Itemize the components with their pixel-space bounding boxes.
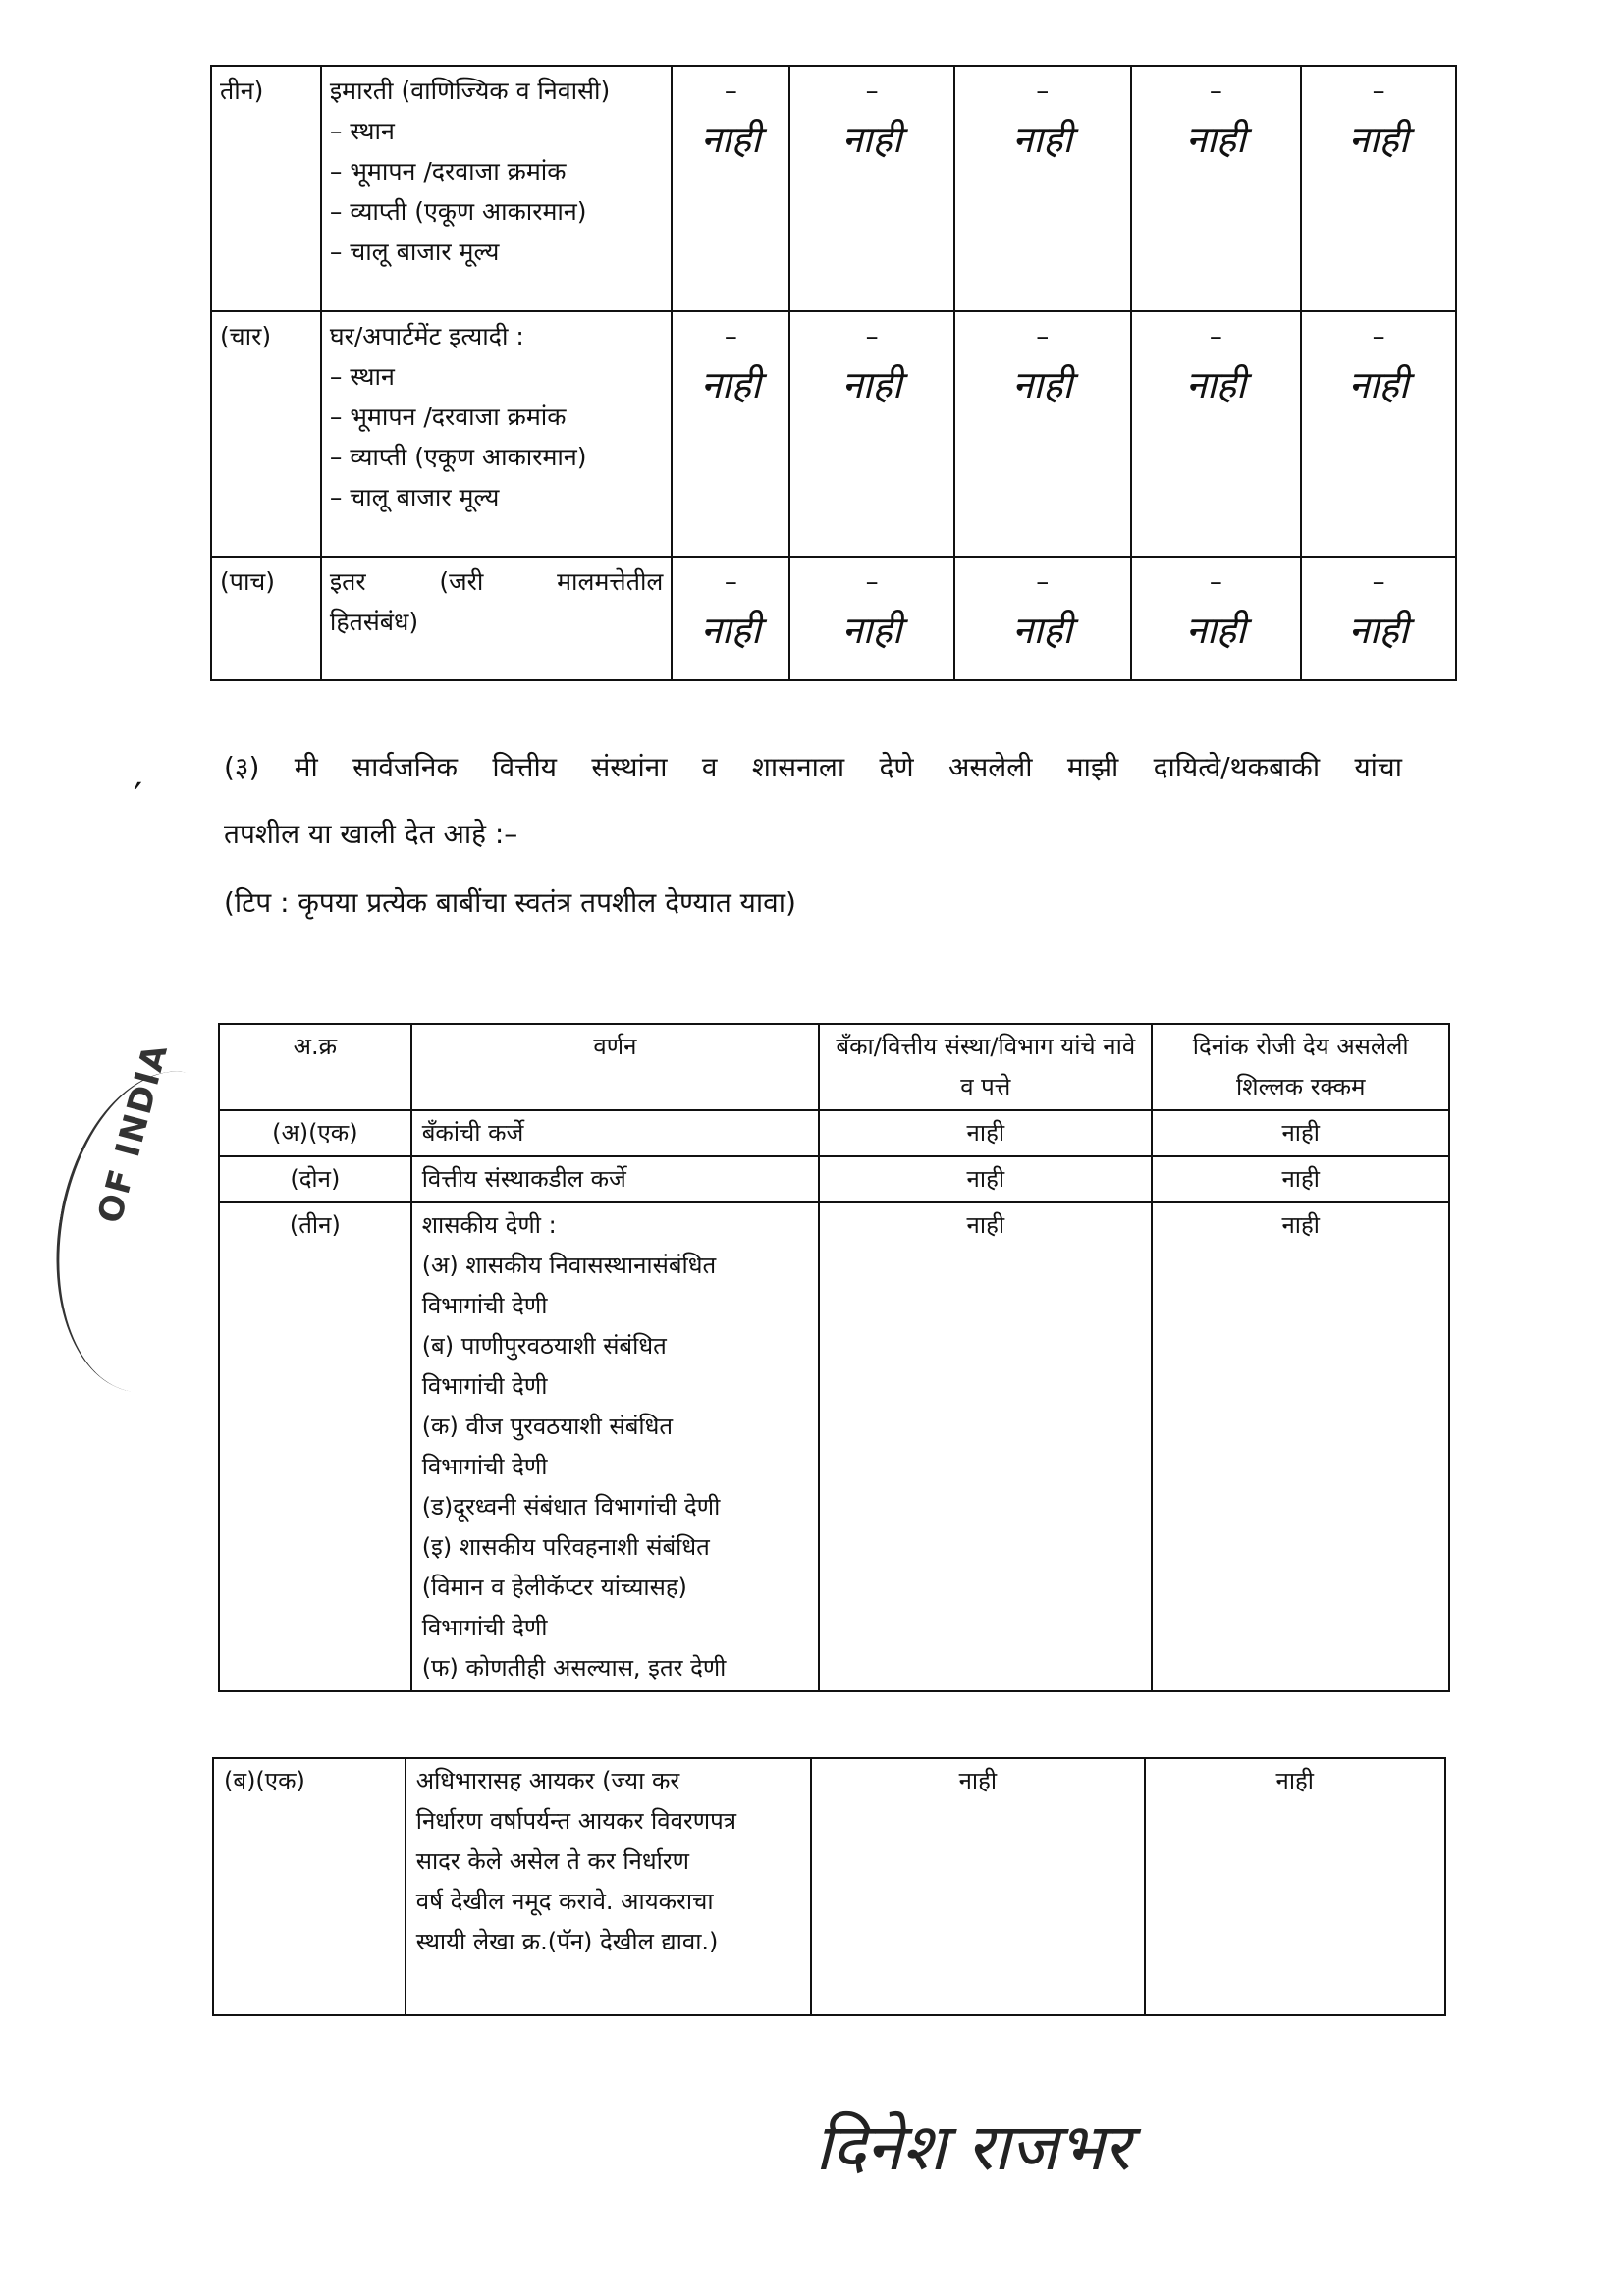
row-description: [321, 557, 673, 680]
handwritten-value: नाही: [700, 363, 761, 406]
row-number: (तीन): [219, 1202, 411, 1691]
property-table: [210, 65, 1457, 681]
table-header-row: [219, 1024, 1449, 1110]
word: व: [701, 751, 718, 783]
liabilities-table: [218, 1023, 1450, 1692]
dash: –: [1036, 77, 1050, 106]
row-heading: [330, 561, 664, 602]
table-row: [211, 66, 1456, 311]
table-row: [211, 557, 1456, 680]
handwritten-value: नाही: [1185, 118, 1246, 161]
word: यांचा: [1354, 751, 1402, 783]
value-cell: [789, 66, 954, 311]
word: संस्थांना: [591, 751, 668, 783]
value-cell: [1131, 66, 1302, 311]
handwritten-value: नाही: [841, 118, 902, 161]
list-item: – व्याप्ती (एकूण आकारमान): [329, 197, 587, 226]
amount-cell: नाही: [1152, 1202, 1449, 1691]
amount-cell: नाही: [1152, 1156, 1449, 1202]
word: देणे: [879, 751, 914, 783]
value-cell: [954, 311, 1131, 557]
word: इतर: [329, 567, 366, 596]
list-item: – स्थान: [329, 362, 395, 391]
list-item: विभागांची देणी: [421, 1292, 548, 1319]
word: दायित्वे/थकबाकी: [1153, 751, 1321, 783]
value-cell: [1131, 311, 1302, 557]
handwritten-value: नाही: [1348, 118, 1409, 161]
row-description: [321, 66, 673, 311]
dash: –: [1209, 322, 1222, 351]
value-cell: [1301, 66, 1456, 311]
handwritten-value: नाही: [841, 609, 902, 652]
list-item: विभागांची देणी: [421, 1614, 548, 1641]
list-item: (अ) शासकीय निवासस्थानासंबंधित: [421, 1252, 717, 1279]
list-item: – भूमापन /दरवाजा क्रमांक: [329, 402, 567, 431]
row-heading: इमारती (वाणिज्यिक व निवासी): [329, 77, 611, 105]
word: माझी: [1066, 751, 1119, 783]
handwritten-value: नाही: [1012, 609, 1073, 652]
list-item: विभागांची देणी: [421, 1453, 548, 1480]
dash: –: [1209, 567, 1222, 597]
bank-cell: नाही: [819, 1110, 1152, 1156]
list-item: वर्ष देखील नमूद करावे. आयकराचा: [415, 1888, 714, 1915]
list-item: – चालू बाजार मूल्य: [329, 483, 500, 511]
list-item: (क) वीज पुरवठयाशी संबंधित: [421, 1413, 674, 1440]
value-cell: [672, 66, 789, 311]
list-item: (ड)दूरध्वनी संबंधात विभागांची देणी: [421, 1493, 721, 1521]
row-number: तीन): [211, 66, 321, 311]
value-cell: [1301, 557, 1456, 680]
pen-mark-icon: ′: [134, 775, 143, 821]
table-row: [219, 1202, 1449, 1691]
list-item: (ब) पाणीपुरवठयाशी संबंधित: [421, 1332, 667, 1360]
section-number: (३): [224, 751, 260, 783]
dash: –: [1036, 567, 1050, 597]
handwritten-value: नाही: [1348, 363, 1409, 406]
value-cell: [954, 557, 1131, 680]
handwritten-value: नाही: [1185, 609, 1246, 652]
value-cell: [789, 311, 954, 557]
dash: –: [1372, 567, 1385, 597]
list-item: अधिभारासह आयकर (ज्या कर: [415, 1767, 680, 1794]
column-header: वर्णन: [411, 1024, 819, 1110]
list-item: – व्याप्ती (एकूण आकारमान): [329, 443, 587, 471]
column-header: बँका/वित्तीय संस्था/विभाग यांचे नावे व पत्ते: [819, 1024, 1152, 1110]
handwritten-value: नाही: [1012, 118, 1073, 161]
row-description: [321, 311, 673, 557]
word: (जरी: [439, 567, 484, 596]
list-item: (विमान व हेलीकॅप्टर यांच्यासह): [421, 1574, 687, 1601]
list-item: स्थायी लेखा क्र.(पॅन) देखील द्यावा.): [415, 1928, 719, 1955]
row-heading-cont: हितसंबंध): [329, 608, 419, 636]
handwritten-value: नाही: [841, 363, 902, 406]
dash: –: [724, 567, 737, 597]
list-item: निर्धारण वर्षापर्यन्त आयकर विवरणपत्र: [415, 1807, 737, 1835]
dash: –: [865, 77, 879, 106]
value-cell: [789, 557, 954, 680]
row-number: (अ)(एक): [219, 1110, 411, 1156]
handwritten-value: नाही: [700, 609, 761, 652]
signature: दिनेश राजभर: [815, 2109, 1131, 2185]
column-header: दिनांक रोजी देय असलेली शिल्लक रक्कम: [1152, 1024, 1449, 1110]
handwritten-value: नाही: [1185, 363, 1246, 406]
value-cell: [954, 66, 1131, 311]
row-description: [406, 1758, 811, 2015]
dash: –: [724, 77, 737, 106]
row-number: (दोन): [219, 1156, 411, 1202]
value-cell: [672, 557, 789, 680]
word: शासनाला: [751, 751, 845, 783]
row-number: (पाच): [211, 557, 321, 680]
handwritten-value: नाही: [1012, 363, 1073, 406]
dash: –: [1036, 322, 1050, 351]
dash: –: [1372, 322, 1385, 351]
row-description: [411, 1202, 819, 1691]
bank-cell: नाही: [819, 1202, 1152, 1691]
handwritten-value: नाही: [700, 118, 761, 161]
dash: –: [1209, 77, 1222, 106]
word: मालमत्तेतील: [557, 567, 664, 596]
dash: –: [1372, 77, 1385, 106]
section-3-line-1: [224, 748, 1402, 787]
row-number: (चार): [211, 311, 321, 557]
row-heading: घर/अपार्टमेंट इत्यादी :: [329, 322, 524, 350]
list-item: (फ) कोणतीही असल्यास, इतर देणी: [421, 1654, 727, 1682]
dash: –: [865, 322, 879, 351]
column-header: अ.क्र: [219, 1024, 411, 1110]
bank-cell: नाही: [811, 1758, 1144, 2015]
section-3-note: (टिप : कृपया प्रत्येक बाबींचा स्वतंत्र तपशील देण्यात यावा): [224, 886, 796, 919]
section-3-line-2: तपशील या खाली देत आहे :–: [224, 818, 518, 850]
word: मी: [294, 751, 318, 783]
list-item: – स्थान: [329, 117, 395, 145]
list-item: विभागांची देणी: [421, 1372, 548, 1400]
list-item: – चालू बाजार मूल्य: [329, 238, 500, 266]
dash: –: [724, 322, 737, 351]
list-item: – भूमापन /दरवाजा क्रमांक: [329, 157, 567, 186]
table-row: [211, 311, 1456, 557]
word: वित्तीय: [492, 751, 557, 783]
dash: –: [865, 567, 879, 597]
row-number: (ब)(एक): [213, 1758, 406, 2015]
list-item: सादर केले असेल ते कर निर्धारण: [415, 1847, 690, 1875]
row-description: वित्तीय संस्थाकडील कर्जे: [411, 1156, 819, 1202]
value-cell: [1131, 557, 1302, 680]
value-cell: [672, 311, 789, 557]
list-item: (इ) शासकीय परिवहनाशी संबंधित: [421, 1533, 710, 1561]
table-row: [213, 1758, 1445, 2015]
stamp-seal-text: OF INDIA: [90, 1039, 177, 1228]
value-cell: [1301, 311, 1456, 557]
table-row: [219, 1156, 1449, 1202]
amount-cell: नाही: [1152, 1110, 1449, 1156]
word: असलेली: [947, 751, 1033, 783]
amount-cell: नाही: [1145, 1758, 1445, 2015]
handwritten-value: नाही: [1348, 609, 1409, 652]
row-heading: शासकीय देणी :: [421, 1211, 557, 1239]
table-row: [219, 1110, 1449, 1156]
bank-cell: नाही: [819, 1156, 1152, 1202]
row-description: बँकांची कर्जे: [411, 1110, 819, 1156]
word: सार्वजनिक: [352, 751, 458, 783]
income-tax-table: [212, 1757, 1446, 2016]
